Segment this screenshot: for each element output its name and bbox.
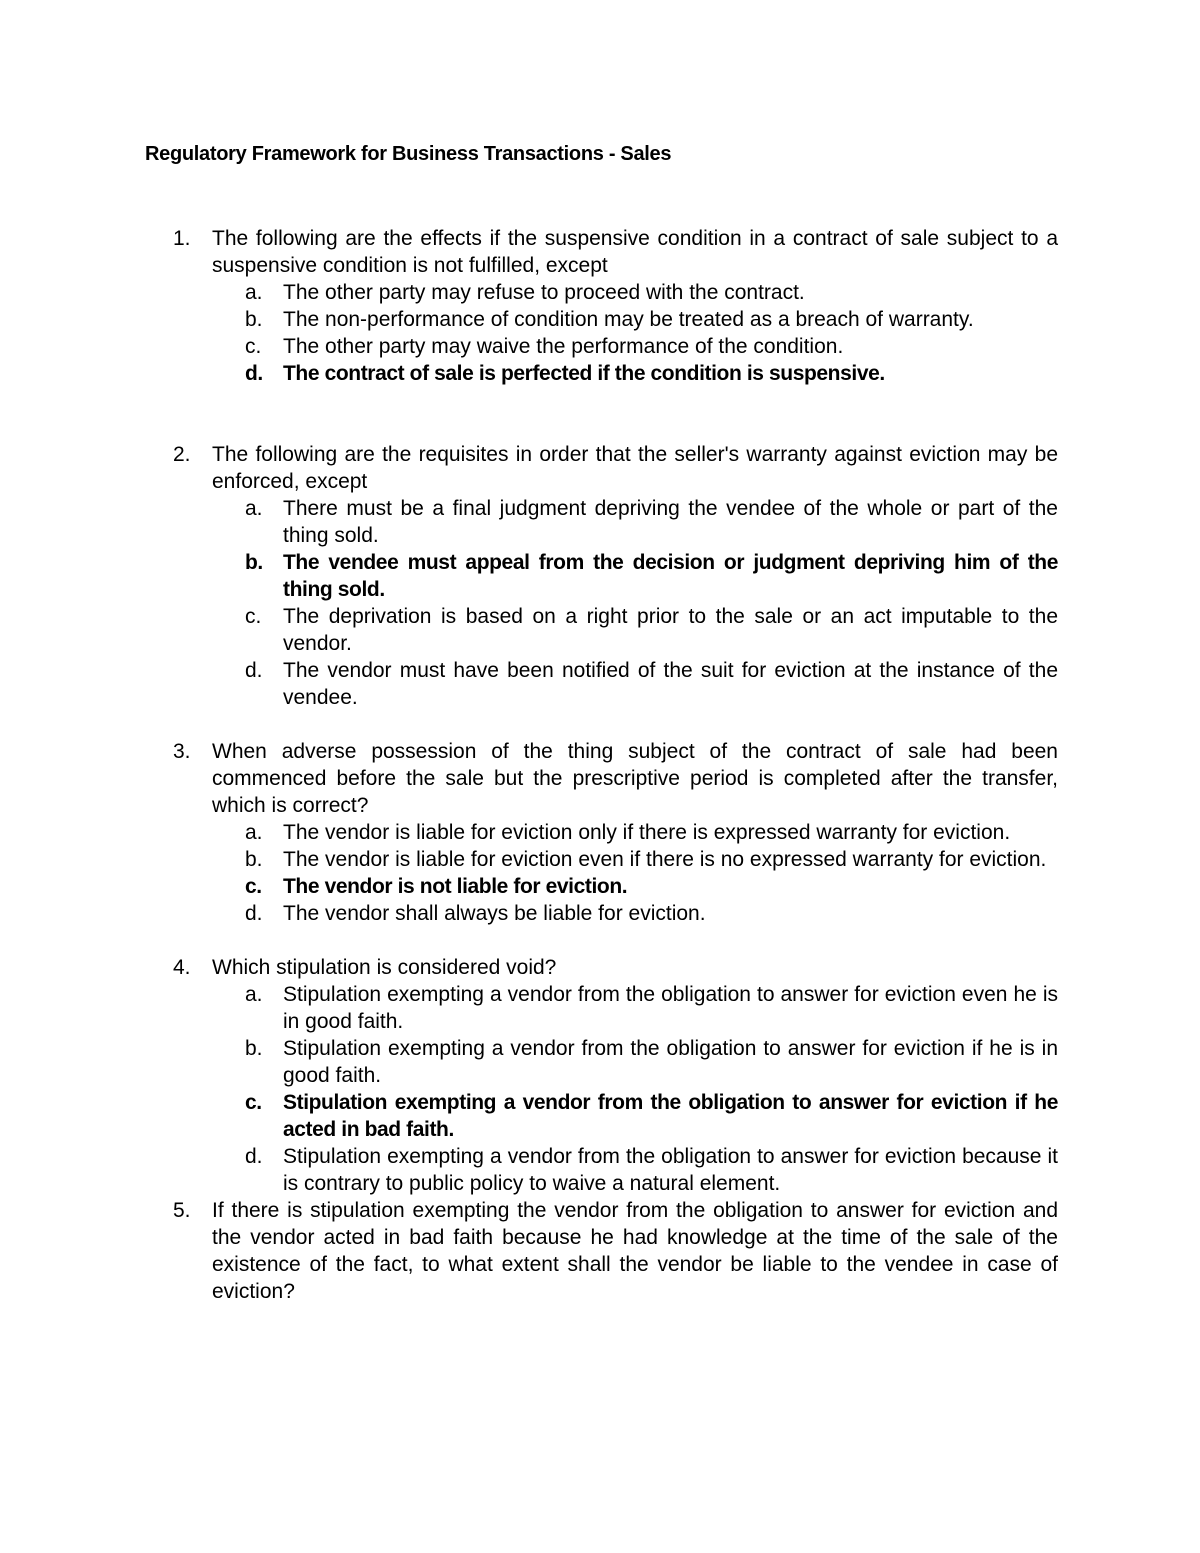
question-number: 4. [173, 956, 191, 979]
option-text: The non-performance of condition may be treated as a breach of warranty. [283, 308, 974, 331]
option-letter: a. [245, 821, 263, 844]
option-d [245, 1143, 1058, 1197]
option-text: The vendor must have been notified of the suit for eviction at the instance of the vendee. [283, 659, 1058, 709]
option-text: The vendor is liable for eviction even if there is no expressed warranty for eviction. [283, 848, 1047, 871]
question-spacer [0, 927, 1200, 954]
question-stem: If there is stipulation exempting the vendor from the obligation to answer for eviction and the vendor acted in bad faith because he had knowledge at the time of the sale of the existence of the fact, to what extent shall the vendor be liable to the vendee in case of eviction? [212, 1199, 1058, 1303]
option-text: The deprivation is based on a right prior to the sale or an act imputable to the vendor. [283, 605, 1058, 655]
option-d [245, 900, 1058, 927]
option-letter: c. [245, 335, 262, 358]
option-a [245, 819, 1058, 846]
option-letter: b. [245, 308, 263, 331]
option-c-correct-answer [245, 873, 1058, 900]
option-c [245, 603, 1058, 657]
option-letter: a. [245, 983, 263, 1006]
question-2 [0, 441, 1200, 711]
question-3 [0, 738, 1200, 927]
option-list [0, 495, 1200, 711]
option-text: Stipulation exempting a vendor from the obligation to answer for eviction even he is in good faith. [283, 983, 1058, 1033]
option-list [0, 279, 1200, 387]
question-number: 2. [173, 443, 191, 466]
option-letter: a. [245, 497, 263, 520]
option-text: Stipulation exempting a vendor from the obligation to answer for eviction because it is contrary to public policy to waive a natural element. [283, 1145, 1058, 1195]
option-letter: d. [245, 1145, 263, 1168]
option-letter: d. [245, 902, 263, 925]
option-c-correct-answer [245, 1089, 1058, 1143]
option-text: The contract of sale is perfected if the condition is suspensive. [283, 362, 885, 385]
question-1 [0, 225, 1200, 387]
option-list [0, 981, 1200, 1197]
option-c [245, 333, 1058, 360]
option-letter: d. [245, 659, 263, 682]
question-spacer [0, 711, 1200, 738]
option-letter: c. [245, 1091, 262, 1114]
option-text: The other party may refuse to proceed with the contract. [283, 281, 805, 304]
question-stem: Which stipulation is considered void? [212, 956, 557, 979]
option-letter: b. [245, 551, 263, 574]
question-number: 3. [173, 740, 191, 763]
option-b [245, 306, 1058, 333]
option-d [245, 657, 1058, 711]
option-d-correct-answer [245, 360, 1058, 387]
option-text: The other party may waive the performance of the condition. [283, 335, 844, 358]
option-b-correct-answer [245, 549, 1058, 603]
question-stem: The following are the requisites in order that the seller's warranty against eviction may be enforced, except [212, 443, 1058, 493]
option-letter: b. [245, 848, 263, 871]
option-letter: c. [245, 875, 262, 898]
option-text: The vendor is not liable for eviction. [283, 875, 628, 898]
question-number: 5. [173, 1199, 191, 1222]
question-5 [0, 1197, 1200, 1305]
option-letter: c. [245, 605, 262, 628]
option-letter: a. [245, 281, 263, 304]
document-title: Regulatory Framework for Business Transactions - Sales [145, 143, 672, 165]
option-text: Stipulation exempting a vendor from the obligation to answer for eviction if he acted in bad faith. [283, 1091, 1058, 1141]
question-4 [0, 954, 1200, 1197]
option-letter: d. [245, 362, 263, 385]
option-list [0, 819, 1200, 927]
option-text: There must be a final judgment depriving the vendee of the whole or part of the thing sold. [283, 497, 1058, 547]
question-spacer [0, 387, 1200, 441]
option-b [245, 1035, 1058, 1089]
option-text: The vendor is liable for eviction only if there is expressed warranty for eviction. [283, 821, 1011, 844]
option-a [245, 981, 1058, 1035]
option-text: Stipulation exempting a vendor from the obligation to answer for eviction if he is in good faith. [283, 1037, 1058, 1087]
option-a [245, 495, 1058, 549]
option-a [245, 279, 1058, 306]
option-text: The vendee must appeal from the decision or judgment depriving him of the thing sold. [283, 551, 1058, 601]
option-b [245, 846, 1058, 873]
option-letter: b. [245, 1037, 263, 1060]
question-number: 1. [173, 227, 191, 250]
question-list [0, 225, 1200, 1305]
question-stem: The following are the effects if the suspensive condition in a contract of sale subject to a suspensive condition is not fulfilled, except [212, 227, 1058, 277]
question-stem: When adverse possession of the thing subject of the contract of sale had been commenced before the sale but the prescriptive period is completed after the transfer, which is correct? [212, 740, 1058, 817]
option-text: The vendor shall always be liable for eviction. [283, 902, 706, 925]
